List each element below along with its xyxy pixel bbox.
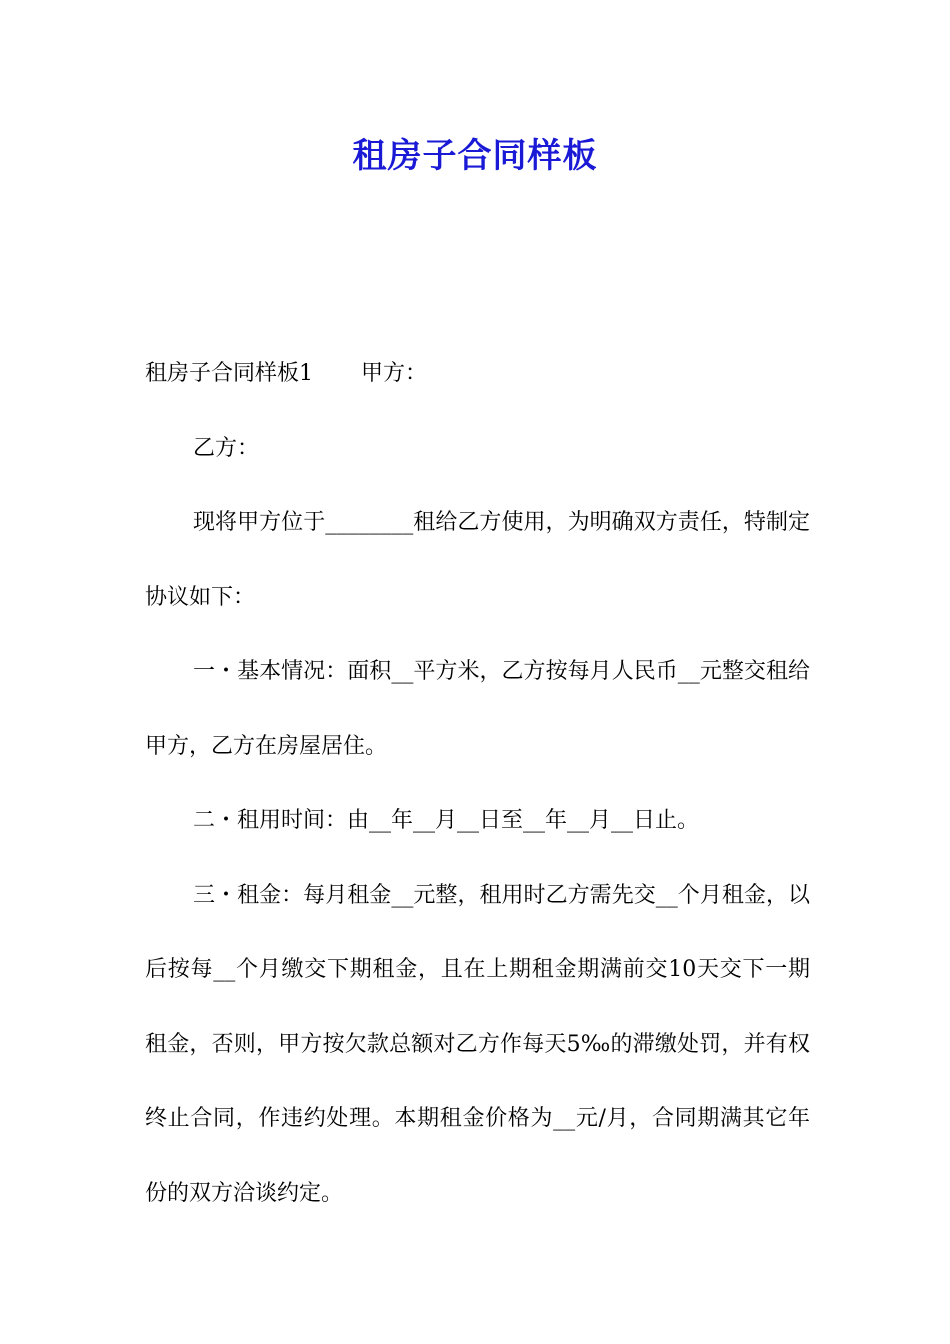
clause-basic-info: 一・基本情况：面积__平方米，乙方按每月人民币__元整交租给甲方，乙方在房屋居住。	[145, 659, 810, 759]
document-title: 租房子合同样板	[352, 136, 598, 176]
contract-heading-line	[145, 337, 810, 412]
intro-paragraph: 现将甲方位于________租给乙方使用，为明确双方责任，特制定协议如下：	[145, 510, 810, 610]
clause-rental-period: 二・租用时间：由__年__月__日至__年__月__日止。	[193, 808, 700, 833]
clause-rent: 三・租金：每月租金__元整，租用时乙方需先交__个月租金，以后按每__个月缴交下期租金，且在上期租金期满前交10天交下一期租金，否则，甲方按欠款总额对乙方作每天5‰的滞缴处罚，并有权终止合同，作违约处理。本期租金价格为__元/月，合同期满其它年份的双方洽谈约定。	[145, 882, 810, 1206]
document-body	[145, 337, 810, 1231]
party-a-label: 甲方：	[361, 361, 428, 386]
contract-subtitle: 租房子合同样板1	[145, 361, 313, 386]
party-b-label: 乙方：	[193, 435, 260, 461]
